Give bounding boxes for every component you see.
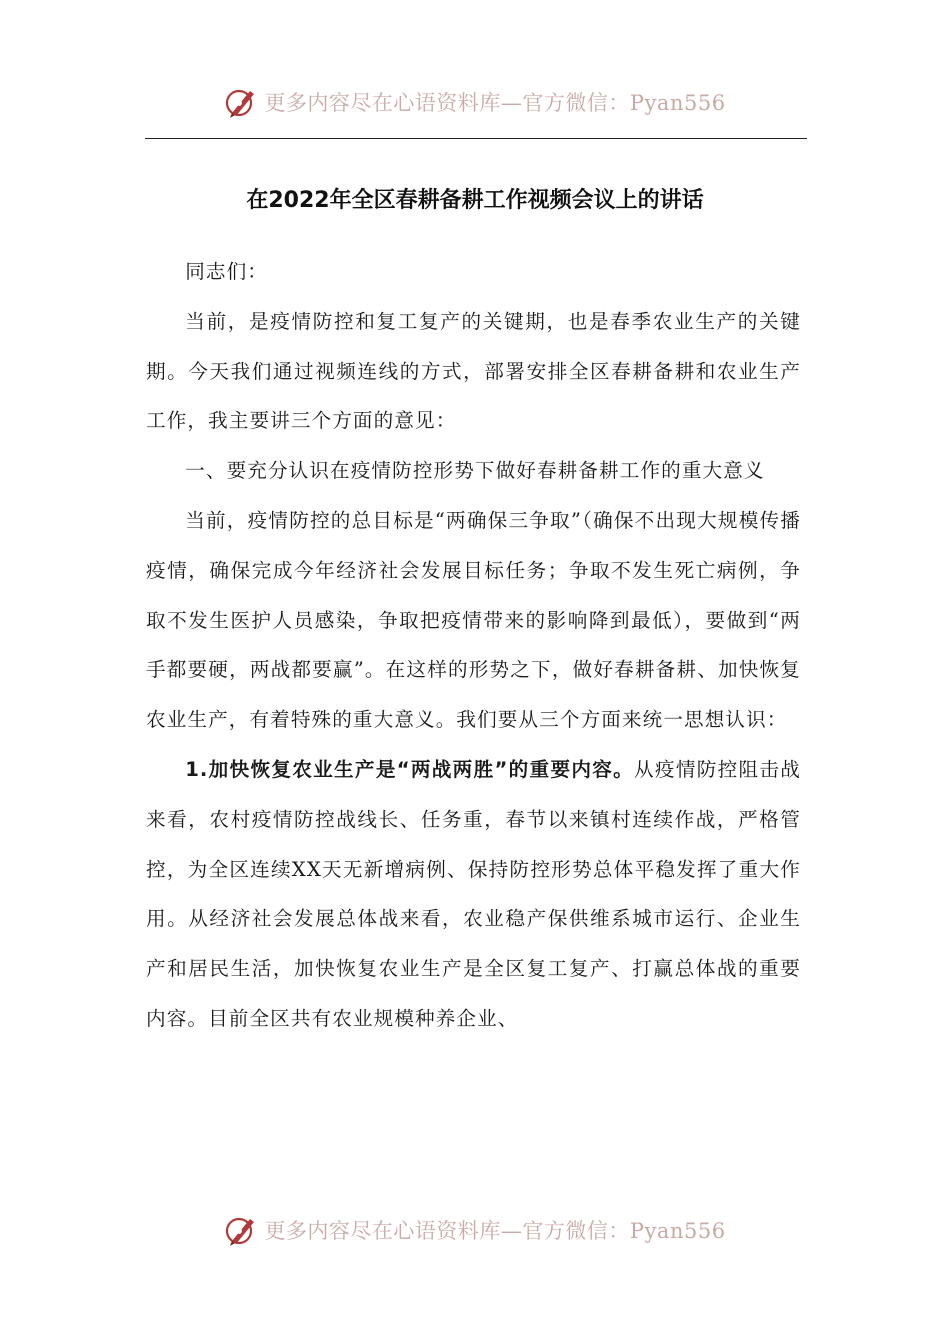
watermark-text: 更多内容尽在心语资料库—官方微信：Pyan556 [264,91,726,115]
header-watermark [0,80,950,124]
watermark-text: 更多内容尽在心语资料库—官方微信：Pyan556 [264,1219,726,1243]
document-body [146,247,801,1044]
point-body: 从疫情防控阻击战来看，农村疫情防控战线长、任务重，春节以来镇村连续作战，严格管控，为全区连续XX天无新增病例、保持防控形势总体平稳发挥了重大作用。从经济社会发展总体战来看，农业稳产保供维系城市运行、企业生产和居民生活，加快恢复农业生产是全区复工复产、打赢总体战的重要内容。目前全区共有农业规模种养企业、 [146,757,801,1030]
page-title: 在2022年全区春耕备耕工作视频会议上的讲话 [246,188,704,213]
header-rule [145,138,807,139]
point-lead: 1.加快恢复农业生产是“两战两胜”的重要内容。 [185,757,635,781]
footer-watermark [0,1208,950,1252]
greeting: 同志们： [185,260,268,283]
pen-logo-icon [224,1213,258,1247]
paragraph: 当前，疫情防控的总目标是“两确保三争取”（确保不出现大规模传播疫情，确保完成今年经济社会发展目标任务；争取不发生死亡病例，争取不发生医护人员感染，争取把疫情带来的影响降到最低），要做到“两手都要硬，两战都要赢”。在这样的形势之下，做好春耕备耕、加快恢复农业生产，有着特殊的重大意义。我们要从三个方面来统一思想认识： [146,508,801,732]
section-heading: 一、要充分认识在疫情防控形势下做好春耕备耕工作的重大意义 [185,459,765,483]
paragraph: 当前，是疫情防控和复工复产的关键期，也是春季农业生产的关键期。今天我们通过视频连线的方式，部署安排全区春耕备耕和农业生产工作，我主要讲三个方面的意见： [146,309,801,433]
pen-logo-icon [224,85,258,119]
point-paragraph [146,745,801,1044]
